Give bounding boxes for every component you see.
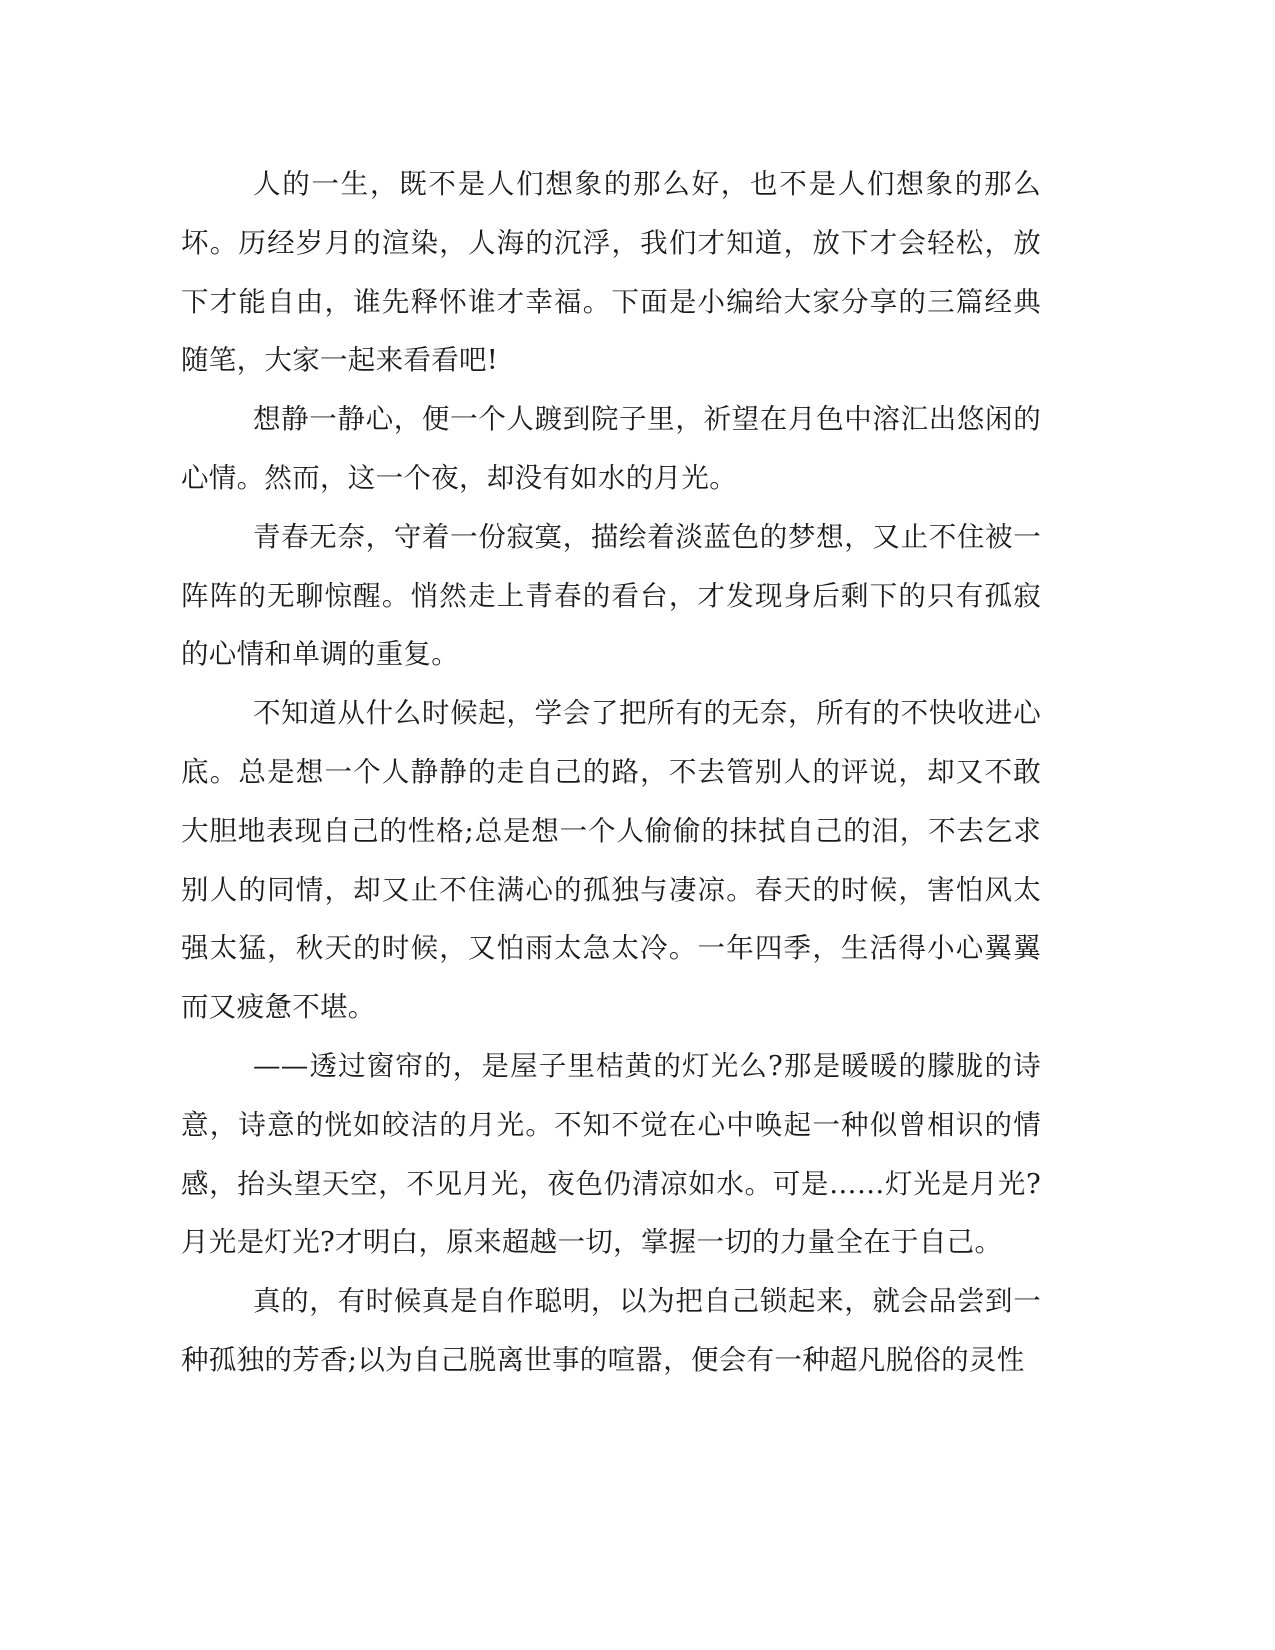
- paragraph-quiet-heart: 想静一静心，便一个人踱到院子里，祈望在月色中溶汇出悠闲的心情。然而，这一个夜，却没有如水的月光。: [181, 403, 1041, 494]
- document-body: [181, 155, 1041, 1390]
- paragraph-youth: 青春无奈，守着一份寂寞，描绘着淡蓝色的梦想，又止不住被一阵阵的无聊惊醒。悄然走上青春的看台，才发现身后剩下的只有孤寂的心情和单调的重复。: [181, 520, 1041, 671]
- paragraph-intro: 人的一生，既不是人们想象的那么好，也不是人们想象的那么坏。历经岁月的渲染，人海的沉浮，我们才知道，放下才会轻松，放下才能自由，谁先释怀谁才幸福。下面是小编给大家分享的三篇经典随笔，大家一起来看看吧!: [181, 168, 1041, 377]
- paragraph-lamplight: ——透过窗帘的，是屋子里桔黄的灯光么?那是暖暖的朦胧的诗意，诗意的恍如皎洁的月光。不知不觉在心中唤起一种似曾相识的情感，抬头望天空，不见月光，夜色仍清凉如水。可是……灯光是月光?月光是灯光?才明白，原来超越一切，掌握一切的力量全在于自己。: [181, 1049, 1041, 1259]
- paragraph-unknown-when: 不知道从什么时候起，学会了把所有的无奈，所有的不快收进心底。总是想一个人静静的走自己的路，不去管别人的评说，却又不敢大胆地表现自己的性格;总是想一个人偷偷的抹拭自己的泪，不去乞求别人的同情，却又止不住满心的孤独与凄凉。春天的时候，害怕风太强太猛，秋天的时候，又怕雨太急太冷。一年四季，生活得小心翼翼而又疲惫不堪。: [181, 697, 1041, 1024]
- paragraph-truly: 真的，有时候真是自作聪明，以为把自己锁起来，就会品尝到一种孤独的芳香;以为自己脱离世事的喧嚣，便会有一种超凡脱俗的灵性: [181, 1285, 1041, 1376]
